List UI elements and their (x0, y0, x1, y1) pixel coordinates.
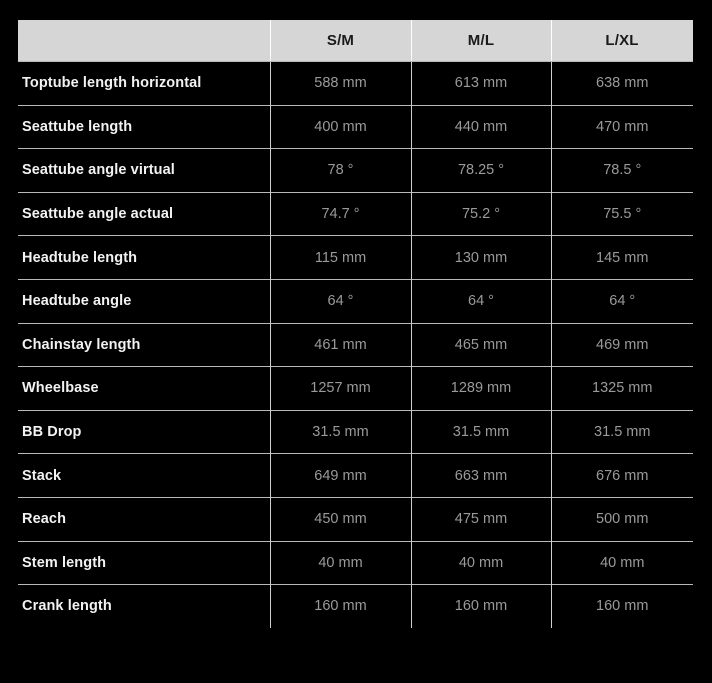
row-label: Headtube angle (18, 279, 270, 323)
table-row (18, 454, 693, 498)
table-row (18, 62, 693, 106)
cell-sm: 74.7 ° (270, 192, 411, 236)
cell-ml: 130 mm (411, 236, 551, 280)
cell-ml: 78.25 ° (411, 149, 551, 193)
cell-ml: 40 mm (411, 541, 551, 585)
row-label: Wheelbase (18, 367, 270, 411)
table-row (18, 410, 693, 454)
row-label: Headtube length (18, 236, 270, 280)
cell-ml: 75.2 ° (411, 192, 551, 236)
table-row (18, 279, 693, 323)
row-label: Toptube length horizontal (18, 62, 270, 106)
row-label: Stack (18, 454, 270, 498)
cell-sm: 160 mm (270, 585, 411, 628)
cell-lxl: 75.5 ° (551, 192, 693, 236)
row-label: Seattube length (18, 105, 270, 149)
cell-sm: 31.5 mm (270, 410, 411, 454)
cell-sm: 64 ° (270, 279, 411, 323)
table-row (18, 585, 693, 628)
cell-ml: 31.5 mm (411, 410, 551, 454)
cell-lxl: 64 ° (551, 279, 693, 323)
row-label: Seattube angle actual (18, 192, 270, 236)
table-row (18, 497, 693, 541)
cell-lxl: 160 mm (551, 585, 693, 628)
cell-ml: 613 mm (411, 62, 551, 106)
cell-sm: 588 mm (270, 62, 411, 106)
table-row (18, 105, 693, 149)
table-row (18, 323, 693, 367)
row-label: BB Drop (18, 410, 270, 454)
header-row (18, 20, 693, 62)
cell-ml: 475 mm (411, 497, 551, 541)
cell-ml: 663 mm (411, 454, 551, 498)
cell-sm: 649 mm (270, 454, 411, 498)
row-label: Reach (18, 497, 270, 541)
table-row (18, 236, 693, 280)
table-body (18, 62, 693, 628)
cell-lxl: 78.5 ° (551, 149, 693, 193)
cell-lxl: 40 mm (551, 541, 693, 585)
row-label: Crank length (18, 585, 270, 628)
table-row (18, 367, 693, 411)
row-label: Chainstay length (18, 323, 270, 367)
cell-ml: 160 mm (411, 585, 551, 628)
cell-ml: 64 ° (411, 279, 551, 323)
cell-lxl: 638 mm (551, 62, 693, 106)
cell-lxl: 31.5 mm (551, 410, 693, 454)
column-header-sm: S/M (270, 20, 411, 62)
table-header (18, 20, 693, 62)
cell-sm: 40 mm (270, 541, 411, 585)
geometry-table (18, 20, 693, 628)
column-header-ml: M/L (411, 20, 551, 62)
cell-lxl: 145 mm (551, 236, 693, 280)
cell-sm: 78 ° (270, 149, 411, 193)
column-header-label (18, 20, 270, 62)
column-header-lxl: L/XL (551, 20, 693, 62)
table-row (18, 541, 693, 585)
cell-lxl: 469 mm (551, 323, 693, 367)
table-row (18, 149, 693, 193)
cell-sm: 115 mm (270, 236, 411, 280)
cell-lxl: 470 mm (551, 105, 693, 149)
cell-lxl: 500 mm (551, 497, 693, 541)
cell-sm: 450 mm (270, 497, 411, 541)
cell-ml: 465 mm (411, 323, 551, 367)
cell-sm: 400 mm (270, 105, 411, 149)
cell-ml: 1289 mm (411, 367, 551, 411)
table-row (18, 192, 693, 236)
cell-lxl: 676 mm (551, 454, 693, 498)
row-label: Stem length (18, 541, 270, 585)
row-label: Seattube angle virtual (18, 149, 270, 193)
cell-lxl: 1325 mm (551, 367, 693, 411)
cell-sm: 1257 mm (270, 367, 411, 411)
cell-sm: 461 mm (270, 323, 411, 367)
cell-ml: 440 mm (411, 105, 551, 149)
